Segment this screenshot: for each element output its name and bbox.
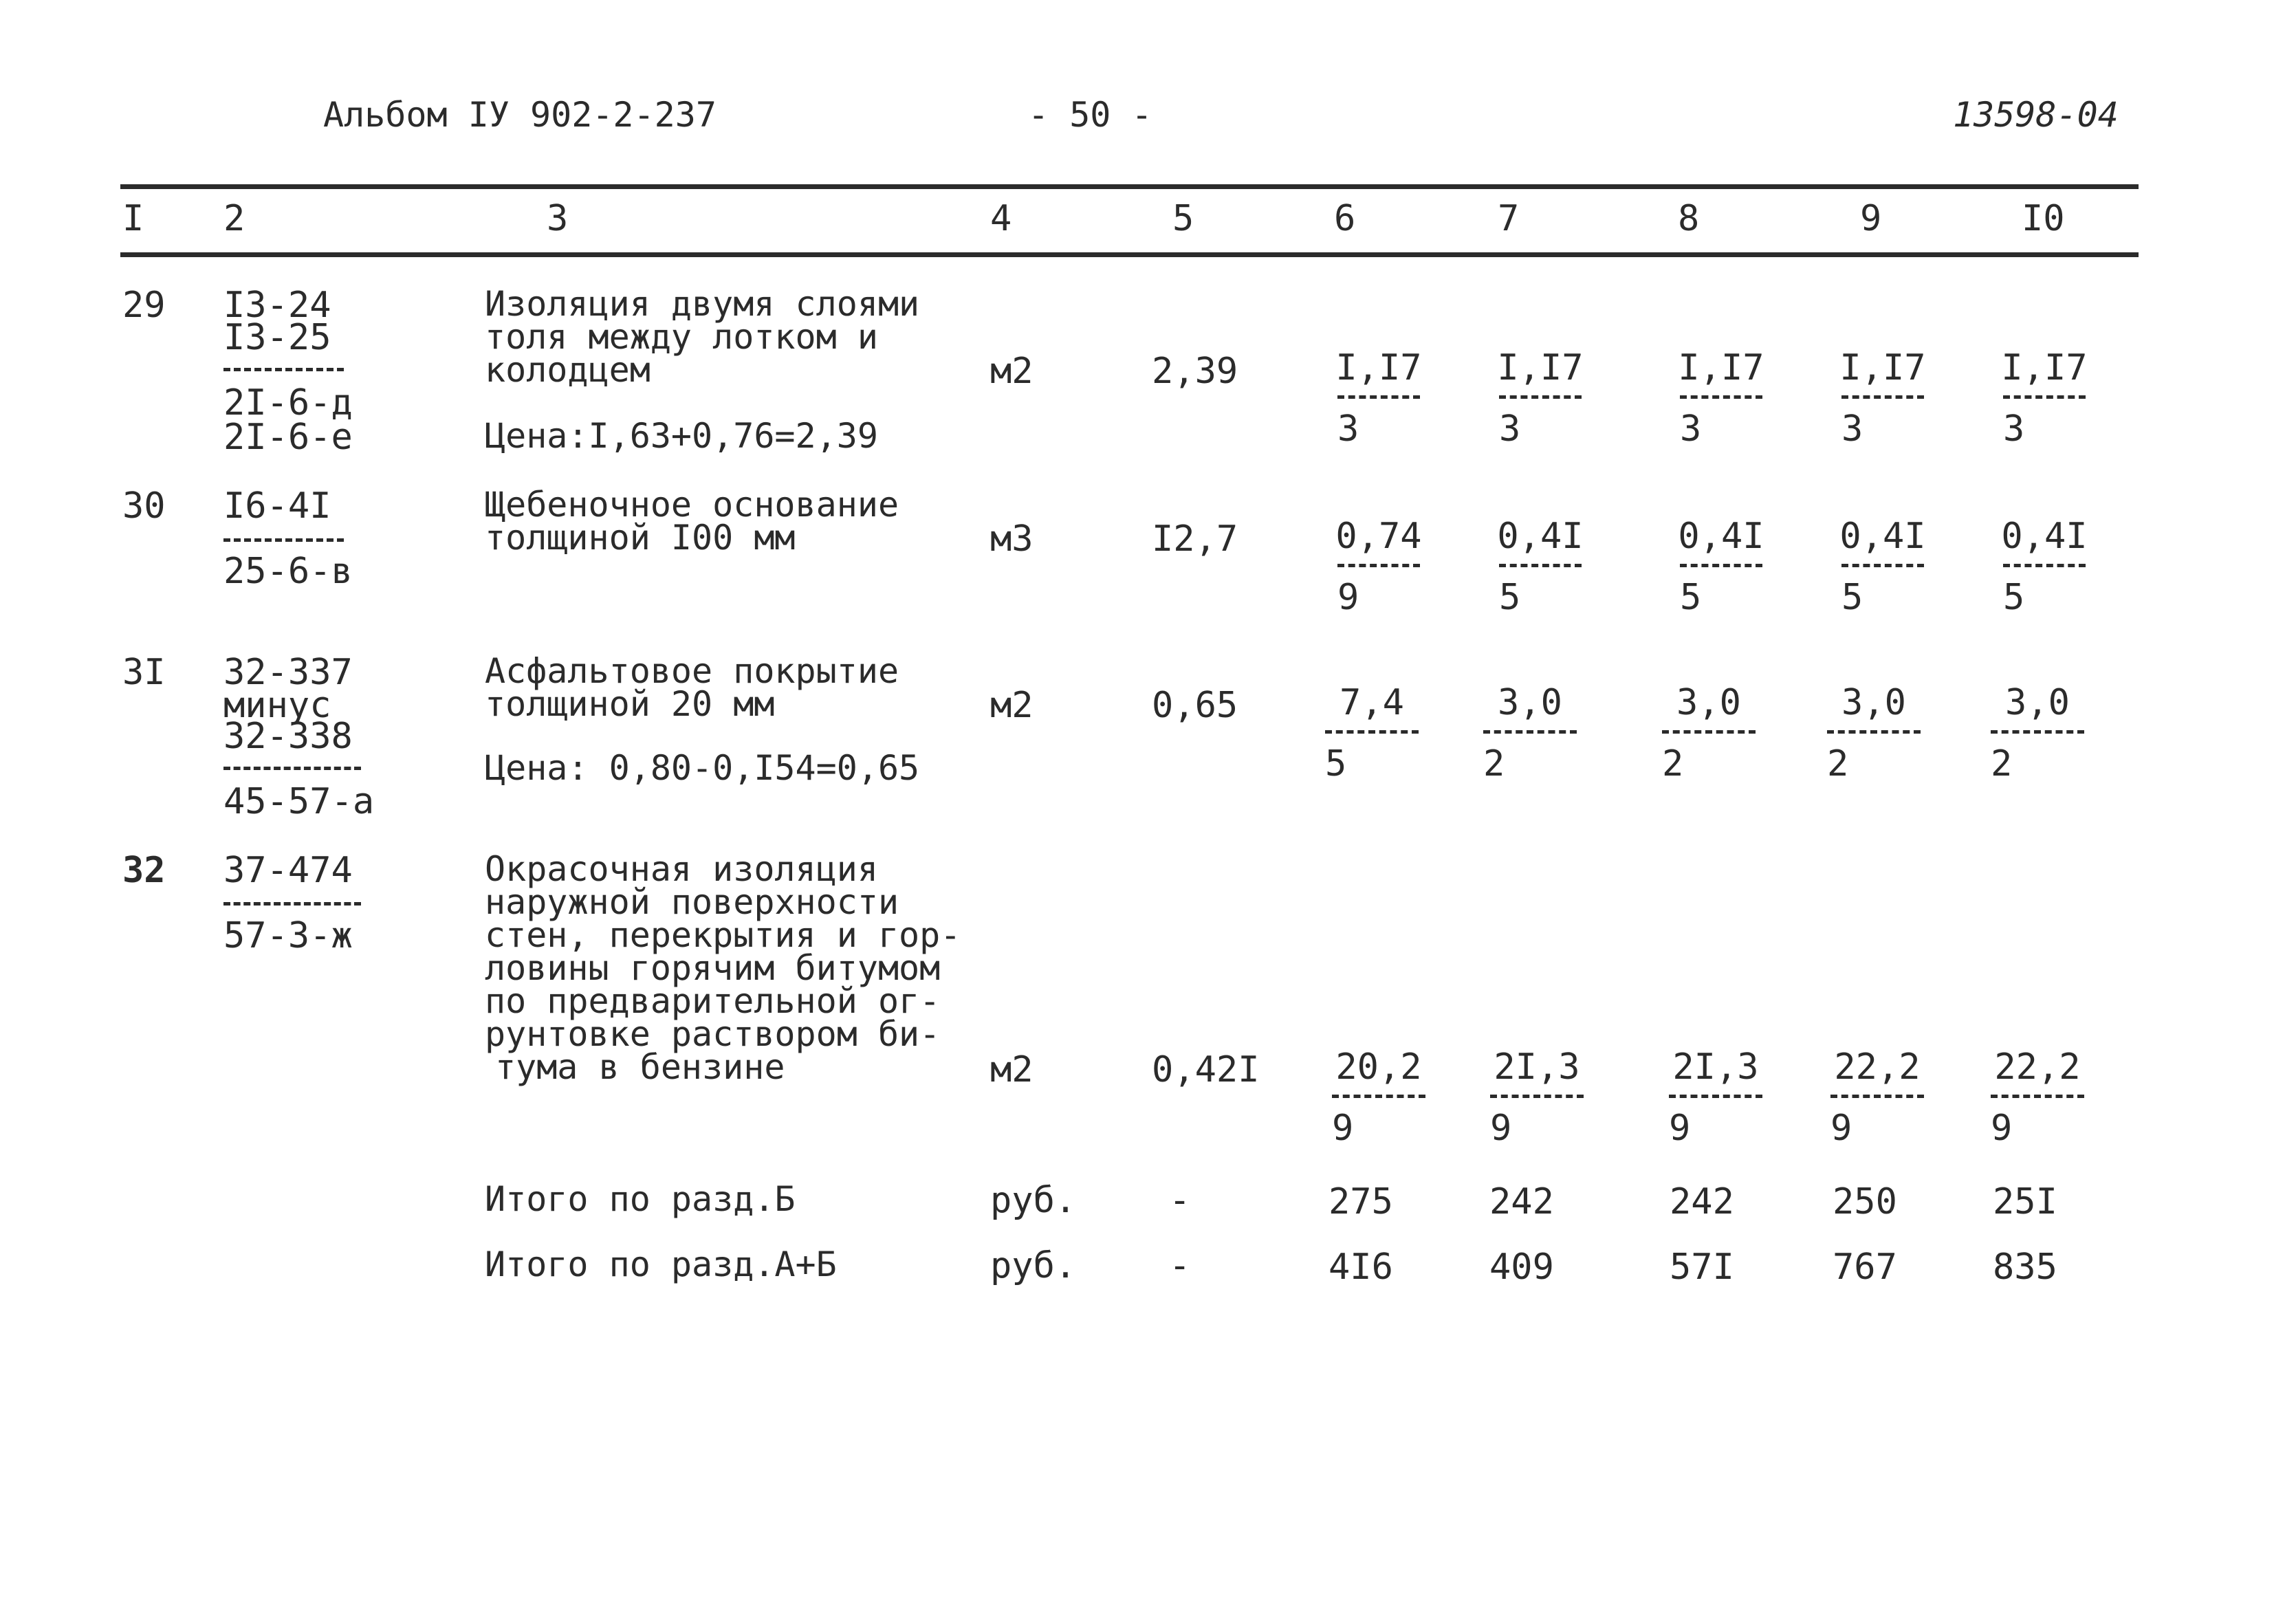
fraction-value: 0,4I 5 (1678, 516, 1764, 618)
col-header-2: 2 (223, 198, 245, 239)
total-value: 57I (1670, 1247, 1734, 1288)
page-number: - 50 - (1028, 95, 1152, 135)
total-value: 242 (1489, 1181, 1554, 1222)
description-line: Асфальтовое покрытие (485, 651, 899, 691)
code-top: 32-337 (223, 652, 353, 693)
description-line: толщиной 20 мм (485, 684, 775, 724)
fraction-value: 22,2 9 (1979, 1046, 2096, 1149)
total-unit: руб. (990, 1180, 1077, 1221)
fraction-value: 3,0 2 (1979, 682, 2096, 784)
code-top: 32-338 (223, 716, 353, 757)
col-header-9: 9 (1860, 198, 1882, 239)
description-line: колодцем (485, 350, 651, 390)
price-line: Цена: 0,80-0,I54=0,65 (485, 748, 920, 788)
fraction-value: 22,2 9 (1819, 1046, 1936, 1149)
unit: м2 (990, 1049, 1034, 1090)
fraction-value: 0,4I 5 (1497, 516, 1584, 618)
code-divider (223, 902, 361, 906)
document-code: 13598-04 (1953, 95, 2119, 135)
code-top: минус (223, 685, 331, 726)
col-header-10: I0 (2022, 198, 2065, 239)
fraction-value: 2I,3 9 (1657, 1046, 1774, 1149)
unit: м3 (990, 518, 1034, 560)
col-header-1: I (122, 198, 144, 239)
description-line: Окрасочная изоляция (485, 849, 878, 889)
quantity: I2,7 (1152, 518, 1238, 560)
description-line: по предварительной ог- (485, 981, 941, 1021)
code-top: I6-4I (223, 485, 331, 527)
row-number: 32 (122, 850, 166, 891)
fraction-value: I,I7 3 (1678, 347, 1764, 450)
row-number: 29 (122, 285, 166, 326)
row-number: 3I (122, 652, 166, 693)
fraction-value: 0,74 9 (1335, 516, 1422, 618)
row-number: 30 (122, 485, 166, 527)
top-rule (120, 184, 2139, 189)
total-value: 242 (1670, 1181, 1734, 1222)
fraction-value: 0,4I 5 (2001, 516, 2088, 618)
unit: м2 (990, 351, 1034, 392)
col-header-8: 8 (1678, 198, 1700, 239)
description-line: стен, перекрытия и гор- (485, 915, 961, 955)
description-line: наружной поверхности (485, 882, 899, 922)
total-label: Итого по разд.А+Б (485, 1244, 837, 1284)
fraction-value: I,I7 3 (2001, 347, 2088, 450)
fraction-value: I,I7 3 (1497, 347, 1584, 450)
total-value: 409 (1489, 1247, 1554, 1288)
fraction-value: 3,0 2 (1815, 682, 1932, 784)
code-top: I3-25 (223, 317, 331, 358)
code-divider (223, 368, 344, 371)
description-line: толщиной I00 мм (485, 518, 796, 558)
fraction-value: 20,2 9 (1320, 1046, 1437, 1149)
fraction-value: 3,0 2 (1650, 682, 1767, 784)
description-line: Изоляция двумя слоями (485, 284, 920, 324)
quantity: 0,42I (1152, 1049, 1260, 1090)
description-line: Щебеночное основание (485, 485, 899, 525)
total-value: 25I (1993, 1181, 2057, 1222)
col-header-6: 6 (1334, 198, 1356, 239)
description-line: ловины горячим битумом (485, 948, 941, 988)
description-line: тума в бензине (495, 1047, 785, 1087)
total-value: 835 (1993, 1247, 2057, 1288)
fraction-value: 7,4 5 (1313, 682, 1430, 784)
code-bottom: 45-57-а (223, 781, 375, 822)
code-bottom: 25-6-в (223, 551, 353, 592)
total-value: 275 (1329, 1181, 1393, 1222)
fraction-value: 3,0 2 (1472, 682, 1588, 784)
fraction-value: I,I7 3 (1335, 347, 1422, 450)
code-divider (223, 538, 344, 542)
description-line: толя между лотком и (485, 317, 878, 357)
fraction-value: 2I,3 9 (1478, 1046, 1595, 1149)
total-label: Итого по разд.Б (485, 1179, 796, 1219)
total-value: 250 (1833, 1181, 1897, 1222)
total-qty: - (1169, 1245, 1191, 1286)
code-bottom: 57-3-ж (223, 915, 353, 956)
col-header-5: 5 (1172, 198, 1194, 239)
header-rule (120, 252, 2139, 257)
quantity: 2,39 (1152, 351, 1238, 392)
code-bottom: 2I-6-е (223, 417, 353, 458)
fraction-value: I,I7 3 (1839, 347, 1926, 450)
total-value: 4I6 (1329, 1247, 1393, 1288)
col-header-4: 4 (990, 198, 1012, 239)
total-qty: - (1169, 1180, 1191, 1221)
fraction-value: 0,4I 5 (1839, 516, 1926, 618)
col-header-3: 3 (547, 198, 569, 239)
quantity: 0,65 (1152, 685, 1238, 726)
col-header-7: 7 (1498, 198, 1520, 239)
total-unit: руб. (990, 1245, 1077, 1286)
code-top: I3-24 (223, 285, 331, 326)
code-bottom: 2I-6-д (223, 382, 353, 424)
total-value: 767 (1833, 1247, 1897, 1288)
code-top: 37-474 (223, 850, 353, 891)
album-title: Альбом IУ 902-2-237 (323, 95, 717, 135)
unit: м2 (990, 685, 1034, 726)
price-line: Цена:I,63+0,76=2,39 (485, 416, 878, 456)
description-line: рунтовке раствором би- (485, 1014, 941, 1054)
code-divider (223, 767, 361, 770)
